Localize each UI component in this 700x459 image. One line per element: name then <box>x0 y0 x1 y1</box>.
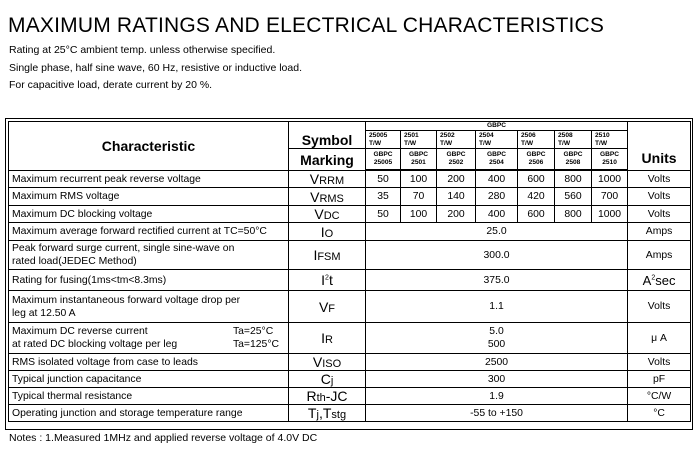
value-cell: 1.1 <box>366 291 628 323</box>
temperature-conditions: Ta=25°C Ta=125°C <box>232 326 279 350</box>
value-cell: 1000 <box>592 206 628 223</box>
part-number-top: 2506 T/W <box>518 131 555 149</box>
unit-cell: °C/W <box>628 388 691 405</box>
characteristic-label: Peak forward surge current, single sine-wave on rated load(JEDEC Method) <box>9 241 289 270</box>
ratings-table <box>8 121 691 422</box>
characteristic-label: Maximum recurrent peak reverse voltage <box>9 171 289 188</box>
value-cell: 50 <box>366 171 401 188</box>
marking-prefix: GBPC 2510 <box>592 149 628 170</box>
symbol-cell: IFSM <box>289 241 366 270</box>
symbol-cell: VDC <box>289 206 366 223</box>
value-cell: 140 <box>437 188 476 206</box>
value-cell: 200 <box>437 171 476 188</box>
series-header: GBPC <box>366 122 628 131</box>
value-cell: 1000 <box>592 171 628 188</box>
characteristic-label: Typical junction capacitance <box>9 371 289 388</box>
characteristic-label: Operating junction and storage temperature range <box>9 405 289 422</box>
value-cell: 300 <box>366 371 628 388</box>
value-cell: 420 <box>518 188 555 206</box>
symbol-cell: VISO <box>289 354 366 371</box>
symbol-cell: VRMS <box>289 188 366 206</box>
value-cell: 35 <box>366 188 401 206</box>
symbol-cell: Cj <box>289 371 366 388</box>
marking-prefix: GBPC 2506 <box>518 149 555 170</box>
unit-cell: Volts <box>628 206 691 223</box>
value-cell: 800 <box>555 171 592 188</box>
units-header: Units <box>628 122 691 171</box>
value-cell: 1.9 <box>366 388 628 405</box>
unit-cell: Volts <box>628 354 691 371</box>
part-number-top: 2502 T/W <box>437 131 476 149</box>
symbol-cell: $I^2t$ <box>289 270 366 291</box>
marking-header: Marking <box>289 149 366 171</box>
page-title: MAXIMUM RATINGS AND ELECTRICAL CHARACTERISTICS <box>8 14 605 37</box>
table-row <box>9 371 691 388</box>
symbol-cell: VF <box>289 291 366 323</box>
characteristic-label: Typical thermal resistance <box>9 388 289 405</box>
marking-prefix: GBPC 2504 <box>476 149 518 170</box>
unit-cell: $A^2\sec$ <box>628 270 691 291</box>
unit-cell: Volts <box>628 291 691 323</box>
marking-prefix: GBPC 2508 <box>555 149 592 170</box>
table-row <box>9 171 691 188</box>
part-number-top: 2501 T/W <box>401 131 437 149</box>
condition-note: For capacitive load, derate current by 20 %. <box>9 79 213 91</box>
value-cell: 300.0 <box>366 241 628 270</box>
characteristic-label: Maximum DC blocking voltage <box>9 206 289 223</box>
value-cell: 280 <box>476 188 518 206</box>
characteristic-label: Maximum instantaneous forward voltage drop per leg at 12.50 A <box>9 291 289 323</box>
value-cell: 200 <box>437 206 476 223</box>
table-row <box>9 405 691 422</box>
characteristic-label: Rating for fusing(1ms<tm<8.3ms) <box>9 270 289 291</box>
symbol-cell: VRRM <box>289 171 366 188</box>
table-row <box>9 323 691 354</box>
characteristic-header: Characteristic <box>9 122 289 171</box>
value-cell: 375.0 <box>366 270 628 291</box>
value-cell: 70 <box>401 188 437 206</box>
table-row <box>9 291 691 323</box>
characteristic-label: Ta=25°C Ta=125°C Maximum DC reverse current at rated DC blocking voltage per leg <box>9 323 289 354</box>
value-cell: 800 <box>555 206 592 223</box>
unit-cell: Amps <box>628 223 691 241</box>
condition-note: Single phase, half sine wave, 60 Hz, resistive or inductive load. <box>9 62 302 74</box>
value-cell: 2500 <box>366 354 628 371</box>
table-row <box>9 241 691 270</box>
symbol-cell: IR <box>289 323 366 354</box>
value-cell: 400 <box>476 206 518 223</box>
unit-cell: μ A <box>628 323 691 354</box>
value-cell: -55 to +150 <box>366 405 628 422</box>
footnote: Notes : 1.Measured 1MHz and applied reverse voltage of 4.0V DC <box>9 432 318 444</box>
table-row <box>9 270 691 291</box>
part-number-top: 25005 T/W <box>366 131 401 149</box>
part-number-top: 2508 T/W <box>555 131 592 149</box>
symbol-cell: Rth-JC <box>289 388 366 405</box>
unit-cell: Amps <box>628 241 691 270</box>
unit-cell: °C <box>628 405 691 422</box>
characteristic-label: Maximum RMS voltage <box>9 188 289 206</box>
value-cell: 700 <box>592 188 628 206</box>
symbol-header: Symbol <box>289 122 366 149</box>
value-cell: 560 <box>555 188 592 206</box>
marking-prefix: GBPC 25005 <box>366 149 401 170</box>
value-cell: 5.0 500 <box>366 323 628 354</box>
value-cell: 100 <box>401 206 437 223</box>
table-row <box>9 188 691 206</box>
value-cell: 600 <box>518 206 555 223</box>
value-cell: 400 <box>476 171 518 188</box>
table-row <box>9 206 691 223</box>
condition-note: Rating at 25°C ambient temp. unless otherwise specified. <box>9 44 276 56</box>
characteristic-label: Maximum average forward rectified current at TC=50°C <box>9 223 289 241</box>
table-row <box>9 388 691 405</box>
symbol-cell: Tj,Tstg <box>289 405 366 422</box>
value-cell: 600 <box>518 171 555 188</box>
table-row <box>9 354 691 371</box>
table-header-row <box>9 122 691 131</box>
unit-cell: pF <box>628 371 691 388</box>
marking-prefix: GBPC 2501 <box>401 149 437 170</box>
symbol-cell: IO <box>289 223 366 241</box>
part-number-top: 2504 T/W <box>476 131 518 149</box>
unit-cell: Volts <box>628 171 691 188</box>
table-row <box>9 223 691 241</box>
part-number-top: 2510 T/W <box>592 131 628 149</box>
value-cell: 100 <box>401 171 437 188</box>
unit-cell: Volts <box>628 188 691 206</box>
marking-prefix: GBPC 2502 <box>437 149 476 170</box>
value-cell: 25.0 <box>366 223 628 241</box>
characteristic-label: RMS isolated voltage from case to leads <box>9 354 289 371</box>
value-cell: 50 <box>366 206 401 223</box>
